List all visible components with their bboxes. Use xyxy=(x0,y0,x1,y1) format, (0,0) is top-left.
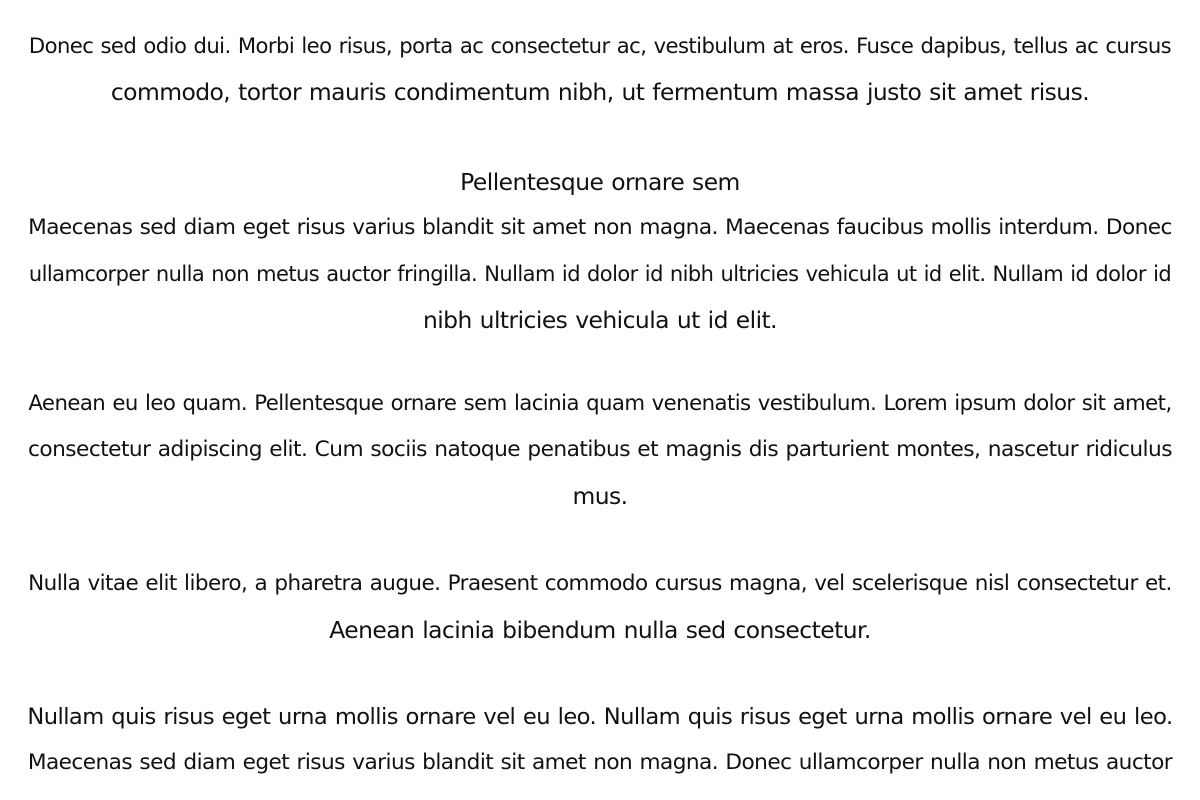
paragraph-line: consectetur adipiscing elit. Cum sociis natoque penatibus et magnis dis parturient montes, nascetur ridiculus xyxy=(28,437,1172,462)
paragraph-line: nibh ultricies vehicula ut id elit. xyxy=(422,306,778,334)
paragraph-2 xyxy=(24,159,1176,343)
paragraph-1 xyxy=(24,23,1176,115)
paragraph-line: Maecenas sed diam eget risus varius blandit sit amet non magna. Donec ullamcorper nulla non metus auctor xyxy=(27,750,1173,775)
paragraph-line: Aenean lacinia bibendum nulla sed consectetur. xyxy=(329,616,871,644)
paragraph-line: Donec sed odio dui. Morbi leo risus, porta ac consectetur ac, vestibulum at eros. Fusce dapibus, tellus ac cursus xyxy=(28,33,1172,58)
paragraph-4 xyxy=(24,561,1176,653)
paragraph-line: Nullam quis risus eget urna mollis ornare vel eu leo. Nullam quis risus eget urna mollis ornare vel eu leo. xyxy=(27,704,1173,730)
paragraph-3 xyxy=(24,381,1176,519)
paragraph-line: mus. xyxy=(572,482,628,510)
paragraph-line: commodo, tortor mauris condimentum nibh, ut fermentum massa justo sit amet risus. xyxy=(110,78,1090,106)
paragraph-line: Maecenas sed diam eget risus varius blandit sit amet non magna. Maecenas faucibus mollis interdum. Donec xyxy=(28,215,1172,240)
paragraph-line: Nulla vitae elit libero, a pharetra augue. Praesent commodo cursus magna, vel scelerisque nisl consectetur et. xyxy=(28,571,1172,596)
paragraph-line: Aenean eu leo quam. Pellentesque ornare sem lacinia quam venenatis vestibulum. Lorem ipsum dolor sit amet, xyxy=(28,391,1172,416)
paragraph-5 xyxy=(24,694,1176,786)
paragraph-line: ullamcorper nulla non metus auctor fringilla. Nullam id dolor id nibh ultricies vehicula ut id elit. Nullam id dolor id xyxy=(28,262,1172,286)
section-heading: Pellentesque ornare sem xyxy=(460,168,740,196)
